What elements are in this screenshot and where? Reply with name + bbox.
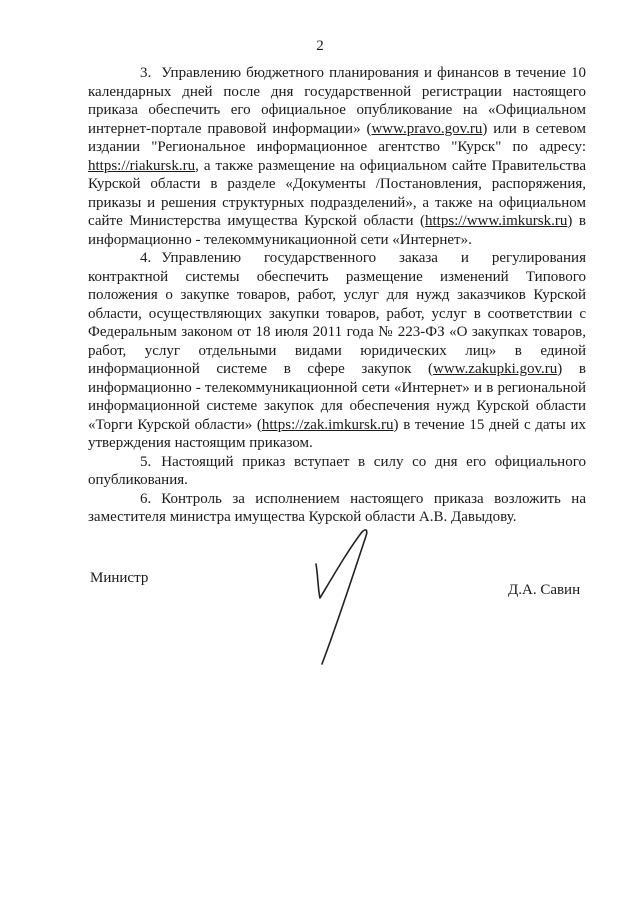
web-link[interactable]: https://zak.imkursk.ru	[261, 416, 394, 433]
paragraph-text: ) или в сетевом издании "Региональное информационное агентство "Курск" по адресу:	[88, 120, 586, 155]
paragraph-text: ) в течение 15 дней с даты их утверждения настоящим приказом.	[88, 416, 586, 451]
handwritten-signature	[296, 520, 386, 670]
numbered-paragraph	[88, 453, 586, 490]
paragraph-text: Настоящий приказ вступает в силу со дня его официального опубликования.	[88, 453, 586, 488]
signer-name: Д.А. Савин	[508, 582, 581, 598]
web-link[interactable]: https://www.imkursk.ru	[425, 213, 568, 229]
paragraph-text: ) в информационно - телекоммуникационной сети «Интернет».	[88, 213, 586, 248]
paragraph-text: , а также размещение на официальном сайте Правительства Курской области в разделе «Документы /Постановления, распоряжения, приказы и решения структурных подразделений», а также на официальном сайте Министерства имущества Курской области (	[88, 157, 586, 229]
web-link[interactable]: www.zakupki.gov.ru	[433, 361, 558, 377]
numbered-paragraph	[88, 64, 586, 249]
paragraph-number: 6.	[140, 490, 152, 507]
web-link[interactable]: https://riakursk.ru	[88, 157, 196, 174]
paragraph-text: Контроль за исполнением настоящего приказа возложить на заместителя министра имущества Курской области А.В. Давыдову.	[88, 490, 586, 525]
paragraph-number: 4.	[140, 250, 152, 266]
paragraph-text: Управлению бюджетного планирования и финансов в течение 10 календарных дней после дня государственной регистрации настоящего приказа обеспечить его официальное опубликование на «Официальном интернет-портале правовой информации» (	[88, 65, 586, 137]
paragraph-number: 5.	[140, 453, 152, 470]
numbered-paragraph	[88, 249, 586, 453]
paragraph-text: ) в информационно - телекоммуникационной сети «Интернет» и в региональной информационной системе закупок для обеспечения нужд Курской области «Торги Курской области» (	[88, 361, 587, 433]
paragraph-number: 3.	[140, 65, 152, 81]
order-body	[88, 64, 586, 527]
paragraph-text: Управлению государственного заказа и регулирования контрактной системы обеспечить размещение изменений Типового положения о закупке товаров, работ, услуг для нужд заказчиков Курской области, осуществляющих закупки товаров, работ, услуг в соответствии с Федеральным законом от 18 июля 2011 года № 223-ФЗ «О закупках товаров, работ, услуг отдельными видами юридических лиц» в единой информационной системе в сфере закупок (	[88, 250, 586, 377]
page-number: 2	[316, 38, 324, 54]
web-link[interactable]: www.pravo.gov.ru	[371, 120, 483, 137]
signer-title: Министр	[90, 570, 149, 586]
